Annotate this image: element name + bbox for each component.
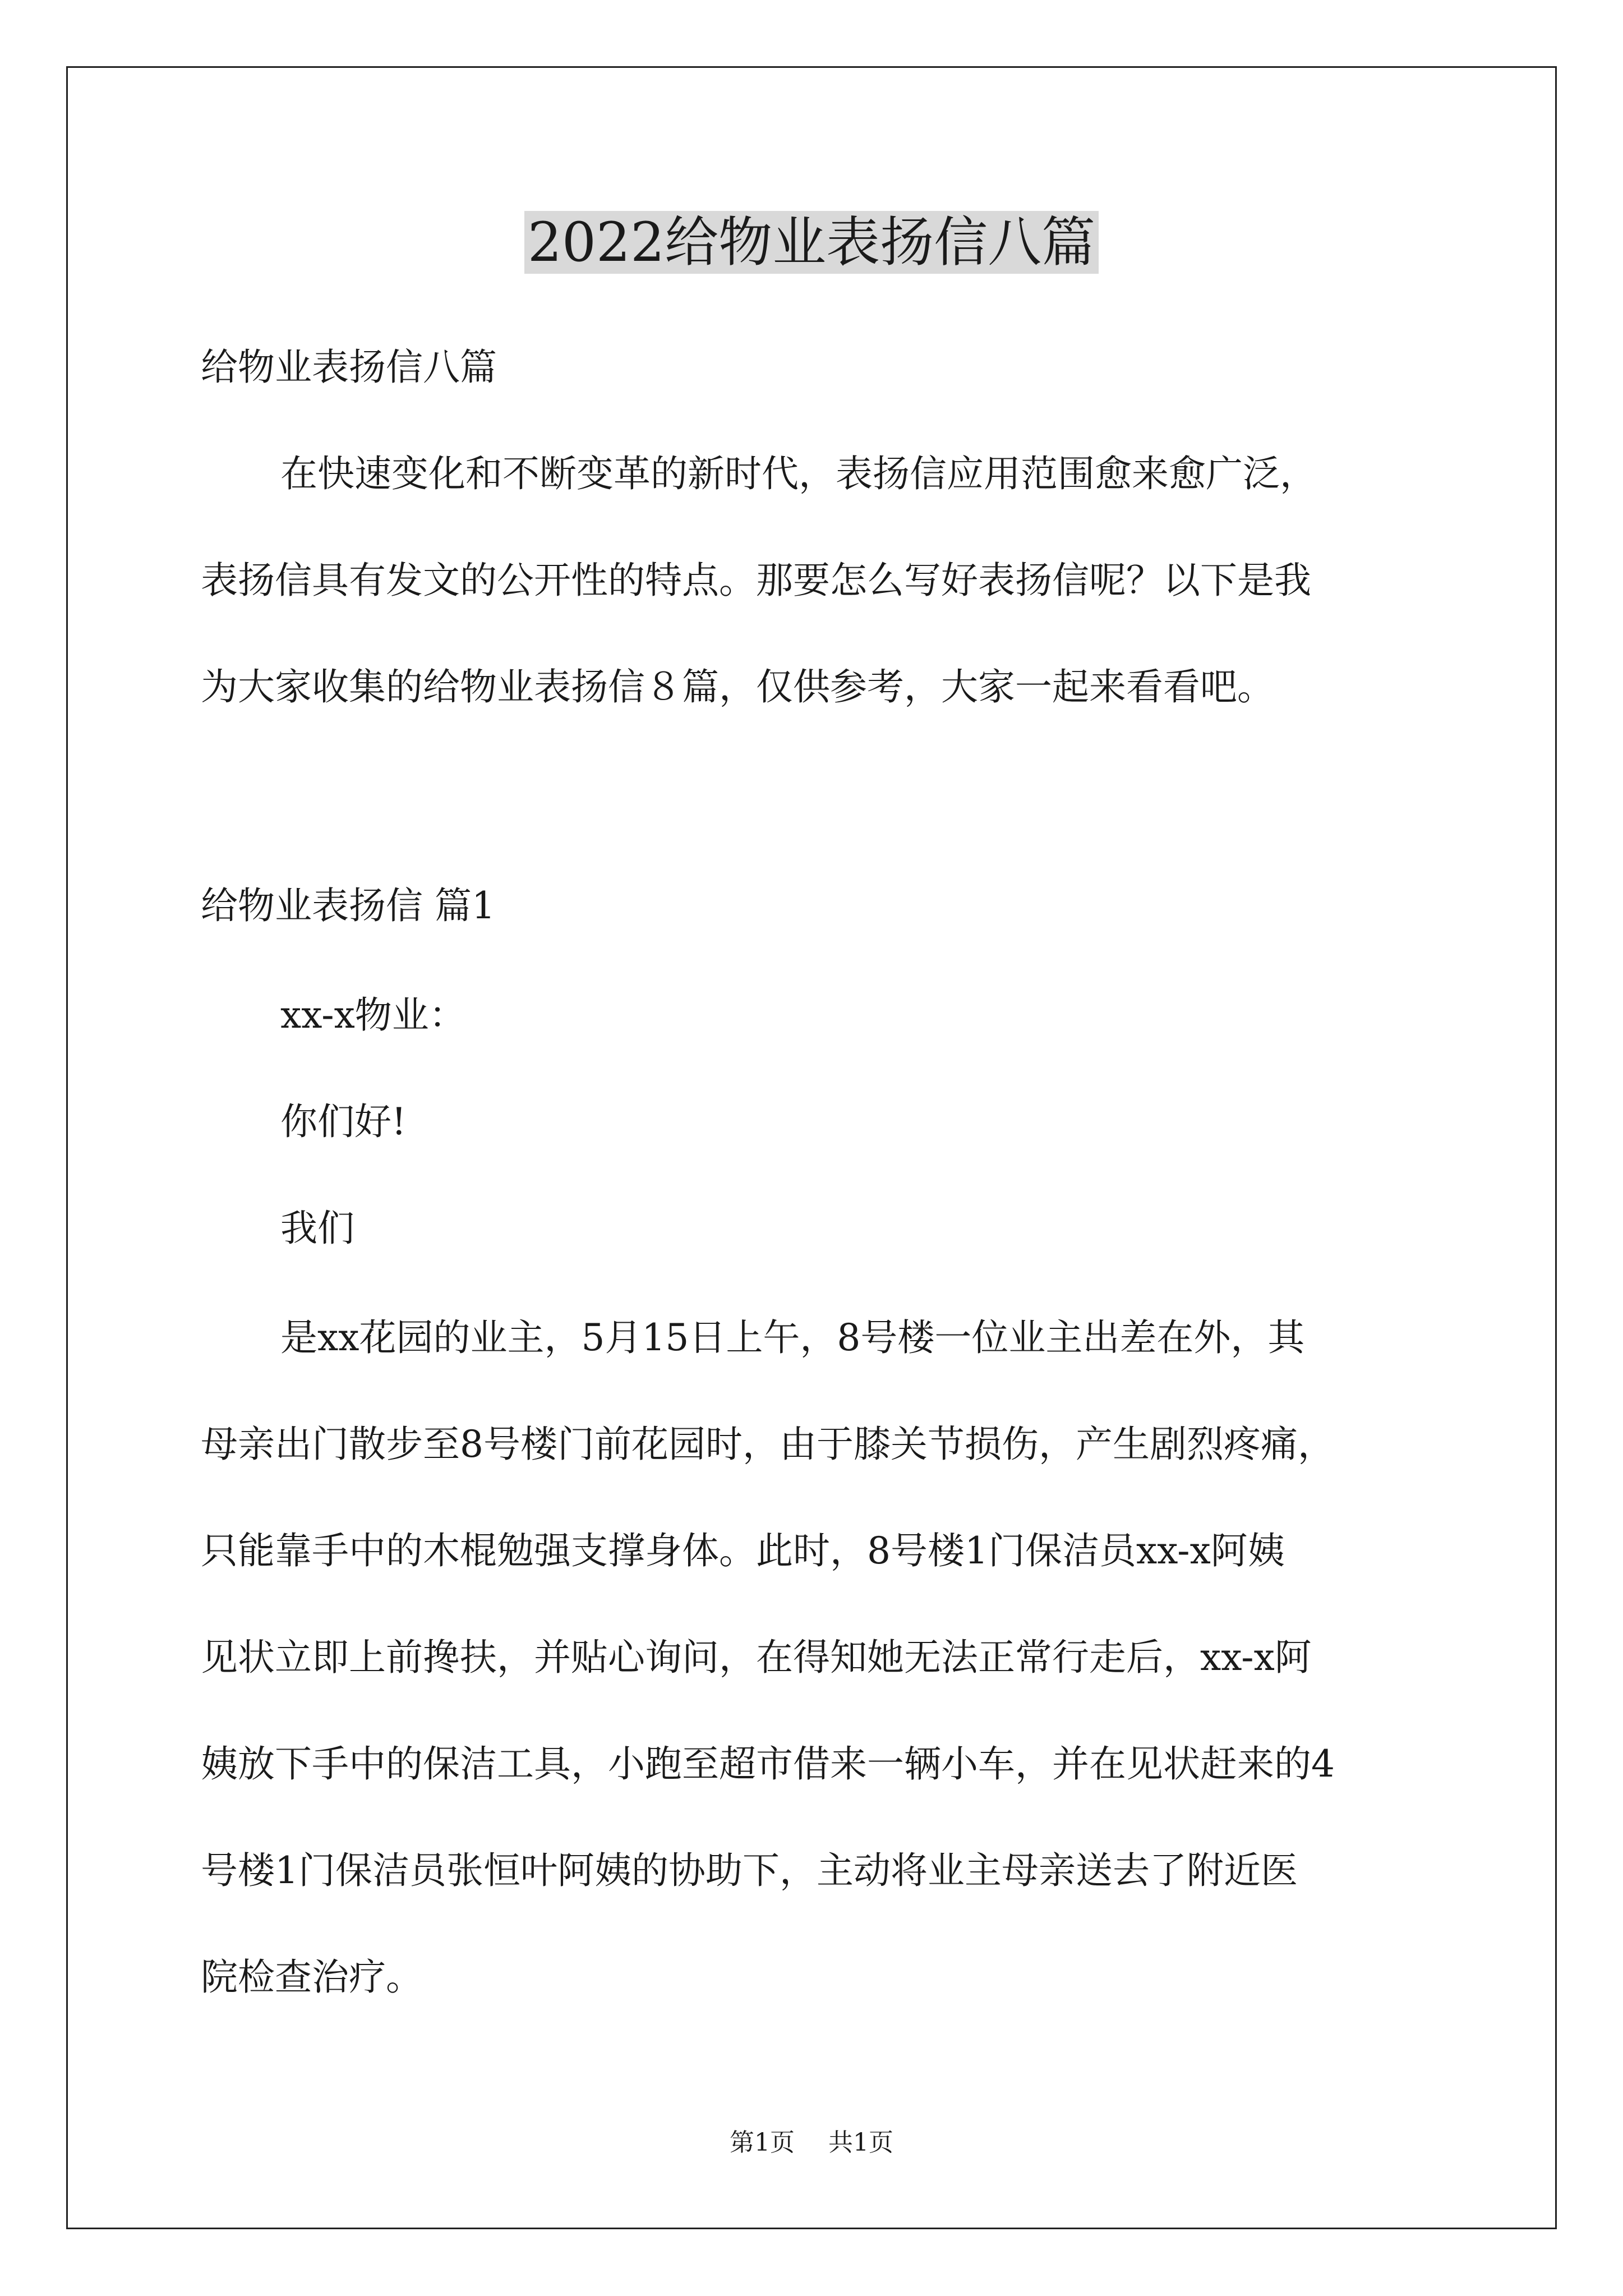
body-line-2: 母亲出门散步至8号楼门前花园时，由于膝关节损伤，产生剧烈疼痛， xyxy=(201,1423,1335,1466)
intro-line-3: 为大家收集的给物业表扬信８篇，仅供参考，大家一起来看看吧。 xyxy=(201,665,1274,708)
body-line-5: 姨放下手中的保洁工具，小跑至超市借来一辆小车，并在见状赶来的4 xyxy=(201,1742,1335,1786)
intro-line-1: 在快速变化和不断变革的新时代，表扬信应用范围愈来愈广泛， xyxy=(280,452,1317,495)
body-line-6: 号楼1门保洁员张恒叶阿姨的协助下，主动将业主母亲送去了附近医 xyxy=(201,1849,1298,1892)
section-heading: 给物业表扬信 篇1 xyxy=(201,884,495,927)
page-footer xyxy=(0,2126,1623,2160)
body-line-4: 见状立即上前搀扶，并贴心询问，在得知她无法正常行走后，xx-x阿 xyxy=(201,1636,1312,1679)
intro-line-2: 表扬信具有发文的公开性的特点。那要怎么写好表扬信呢？以下是我 xyxy=(201,559,1311,602)
page-number: 第1页 xyxy=(730,2128,795,2157)
document-subtitle: 给物业表扬信八篇 xyxy=(201,346,497,389)
salutation: xx-x物业： xyxy=(280,993,466,1037)
document-title-text: 2022给物业表扬信八篇 xyxy=(524,211,1099,274)
greeting: 你们好! xyxy=(280,1100,407,1143)
body-line-7: 院检查治疗。 xyxy=(201,1955,423,1999)
body-line-1: 是xx花园的业主，5月15日上午，8号楼一位业主出差在外，其 xyxy=(280,1316,1305,1359)
document-title xyxy=(0,205,1623,280)
page-total: 共1页 xyxy=(828,2128,893,2157)
body-line-3: 只能靠手中的木棍勉强支撑身体。此时，8号楼1门保洁员xx-x阿姨 xyxy=(201,1529,1285,1572)
paragraph-start: 我们 xyxy=(280,1207,354,1250)
